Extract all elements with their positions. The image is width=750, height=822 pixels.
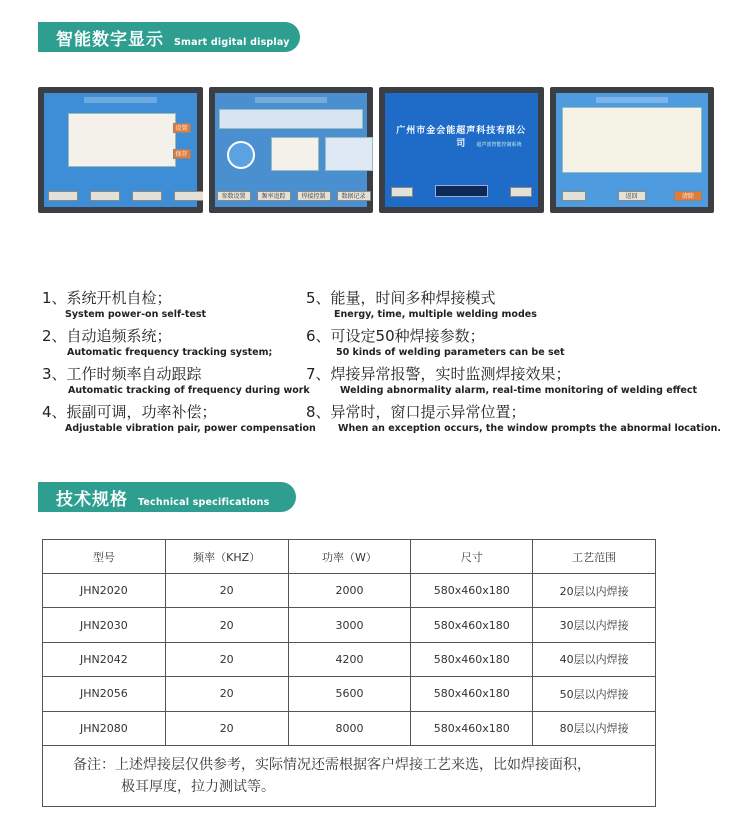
feature-item-7	[306, 363, 697, 396]
table-cell: 20	[165, 677, 288, 711]
feature-en: Automatic tracking of frequency during work	[68, 385, 310, 396]
feature-zh: 7、焊接异常报警，实时监测焊接效果；	[306, 365, 571, 383]
section-title-en: Technical specifications	[138, 497, 270, 508]
screen-button: 数据记录	[337, 191, 371, 201]
table-cell: 40层以内焊接	[533, 642, 656, 676]
feature-zh: 6、可设定50种焊接参数；	[306, 327, 485, 345]
spec-table	[42, 539, 656, 807]
data-grid	[68, 113, 176, 167]
screen-photo-3	[379, 87, 544, 213]
feature-zh: 2、自动追频系统；	[42, 327, 172, 345]
section-header-display	[38, 22, 300, 52]
screen-title-bar	[255, 97, 328, 103]
screen-button-blank	[90, 191, 120, 201]
feature-item-1	[42, 287, 206, 320]
table-cell: 20	[165, 608, 288, 642]
section-title-zh: 技术规格	[56, 490, 128, 510]
screen-button: 清除	[674, 191, 702, 201]
column-header: 工艺范围	[533, 540, 656, 574]
screen-photo-1	[38, 87, 203, 213]
table-cell: 3000	[288, 608, 411, 642]
screen-title-bar	[84, 97, 157, 103]
table-cell: 80层以内焊接	[533, 711, 656, 745]
table-cell: 2000	[288, 574, 411, 608]
feature-item-6	[306, 325, 565, 358]
record-table	[562, 107, 703, 173]
column-header: 功率（W）	[288, 540, 411, 574]
feature-en: 50 kinds of welding parameters can be set	[336, 347, 565, 358]
column-header: 频率（KHZ）	[165, 540, 288, 574]
screen-button-blank	[48, 191, 78, 201]
display-screenshots	[38, 87, 714, 213]
table-cell: 50层以内焊接	[533, 677, 656, 711]
section-title-zh: 智能数字显示	[56, 30, 164, 50]
feature-item-5	[306, 287, 537, 320]
feature-item-3	[42, 363, 310, 396]
table-row	[43, 608, 656, 642]
screen-button-blank	[391, 187, 413, 197]
screen-button-blank	[510, 187, 532, 197]
table-cell: 580x460x180	[411, 677, 533, 711]
feature-en: Welding abnormality alarm, real-time monitoring of welding effect	[340, 385, 698, 396]
feature-en: Automatic frequency tracking system;	[67, 347, 273, 358]
table-cell: JHN2080	[43, 711, 166, 745]
table-cell: 20	[165, 642, 288, 676]
table-row	[43, 677, 656, 711]
table-cell: 580x460x180	[411, 711, 533, 745]
table-row	[43, 711, 656, 745]
feature-en: System power-on self-test	[65, 309, 207, 320]
feature-item-4	[42, 401, 316, 434]
section-header-specs	[38, 482, 296, 512]
screen-button-blank	[562, 191, 586, 201]
screen-title-bar	[596, 97, 669, 103]
status-panel	[325, 137, 373, 171]
feature-zh: 8、异常时，窗口提示异常位置；	[306, 403, 526, 421]
screen-button: 参数设置	[217, 191, 251, 201]
screen-button: 焊接控制	[297, 191, 331, 201]
screen-button: 保存	[173, 149, 191, 159]
table-row	[43, 642, 656, 676]
screen-button-blank	[174, 191, 203, 201]
column-header: 尺寸	[411, 540, 533, 574]
table-cell: 20	[165, 711, 288, 745]
section-title-en: Smart digital display	[174, 37, 290, 48]
note-line-1: 备注：上述焊接层仅供参考，实际情况还需根据客户焊接工艺来选，比如焊接面积，	[73, 756, 591, 773]
table-cell: 5600	[288, 677, 411, 711]
feature-en: Adjustable vibration pair, power compensation	[65, 423, 316, 434]
table-cell: 20层以内焊接	[533, 574, 656, 608]
table-note-row	[43, 745, 656, 806]
table-cell: JHN2056	[43, 677, 166, 711]
feature-item-8	[306, 401, 721, 434]
table-cell: 8000	[288, 711, 411, 745]
screen-photo-4	[550, 87, 715, 213]
screen-button: 设置	[173, 123, 191, 133]
feature-zh: 5、能量，时间多种焊接模式	[306, 289, 496, 307]
screen-photo-2	[209, 87, 374, 213]
table-cell: 580x460x180	[411, 574, 533, 608]
table-row	[43, 574, 656, 608]
status-panel	[271, 137, 319, 171]
gauge-icon	[227, 141, 255, 169]
table-cell: 20	[165, 574, 288, 608]
table-cell: 4200	[288, 642, 411, 676]
table-note	[43, 745, 656, 806]
feature-zh: 3、工作时频率自动跟踪	[42, 365, 202, 383]
table-cell: 580x460x180	[411, 642, 533, 676]
screen-button-blank	[132, 191, 162, 201]
table-cell: JHN2042	[43, 642, 166, 676]
column-header: 型号	[43, 540, 166, 574]
table-header-row	[43, 540, 656, 574]
screen-button: 返回	[618, 191, 646, 201]
table-cell: JHN2020	[43, 574, 166, 608]
parameter-row	[219, 109, 364, 129]
table-cell: 30层以内焊接	[533, 608, 656, 642]
progress-bar	[435, 185, 488, 197]
screen-button: 频率追踪	[257, 191, 291, 201]
feature-item-2	[42, 325, 272, 358]
feature-zh: 4、振副可调，功率补偿；	[42, 403, 217, 421]
table-cell: JHN2030	[43, 608, 166, 642]
note-line-2: 极耳厚度，拉力测试等。	[121, 778, 275, 795]
feature-en: Energy, time, multiple welding modes	[334, 309, 537, 320]
company-subtitle: 超声波智能控制系统	[476, 142, 522, 148]
feature-zh: 1、系统开机自检；	[42, 289, 172, 307]
company-name: 广州市金会能超声科技有限公司	[396, 126, 527, 149]
table-cell: 580x460x180	[411, 608, 533, 642]
feature-en: When an exception occurs, the window prompts the abnormal location.	[338, 423, 721, 434]
